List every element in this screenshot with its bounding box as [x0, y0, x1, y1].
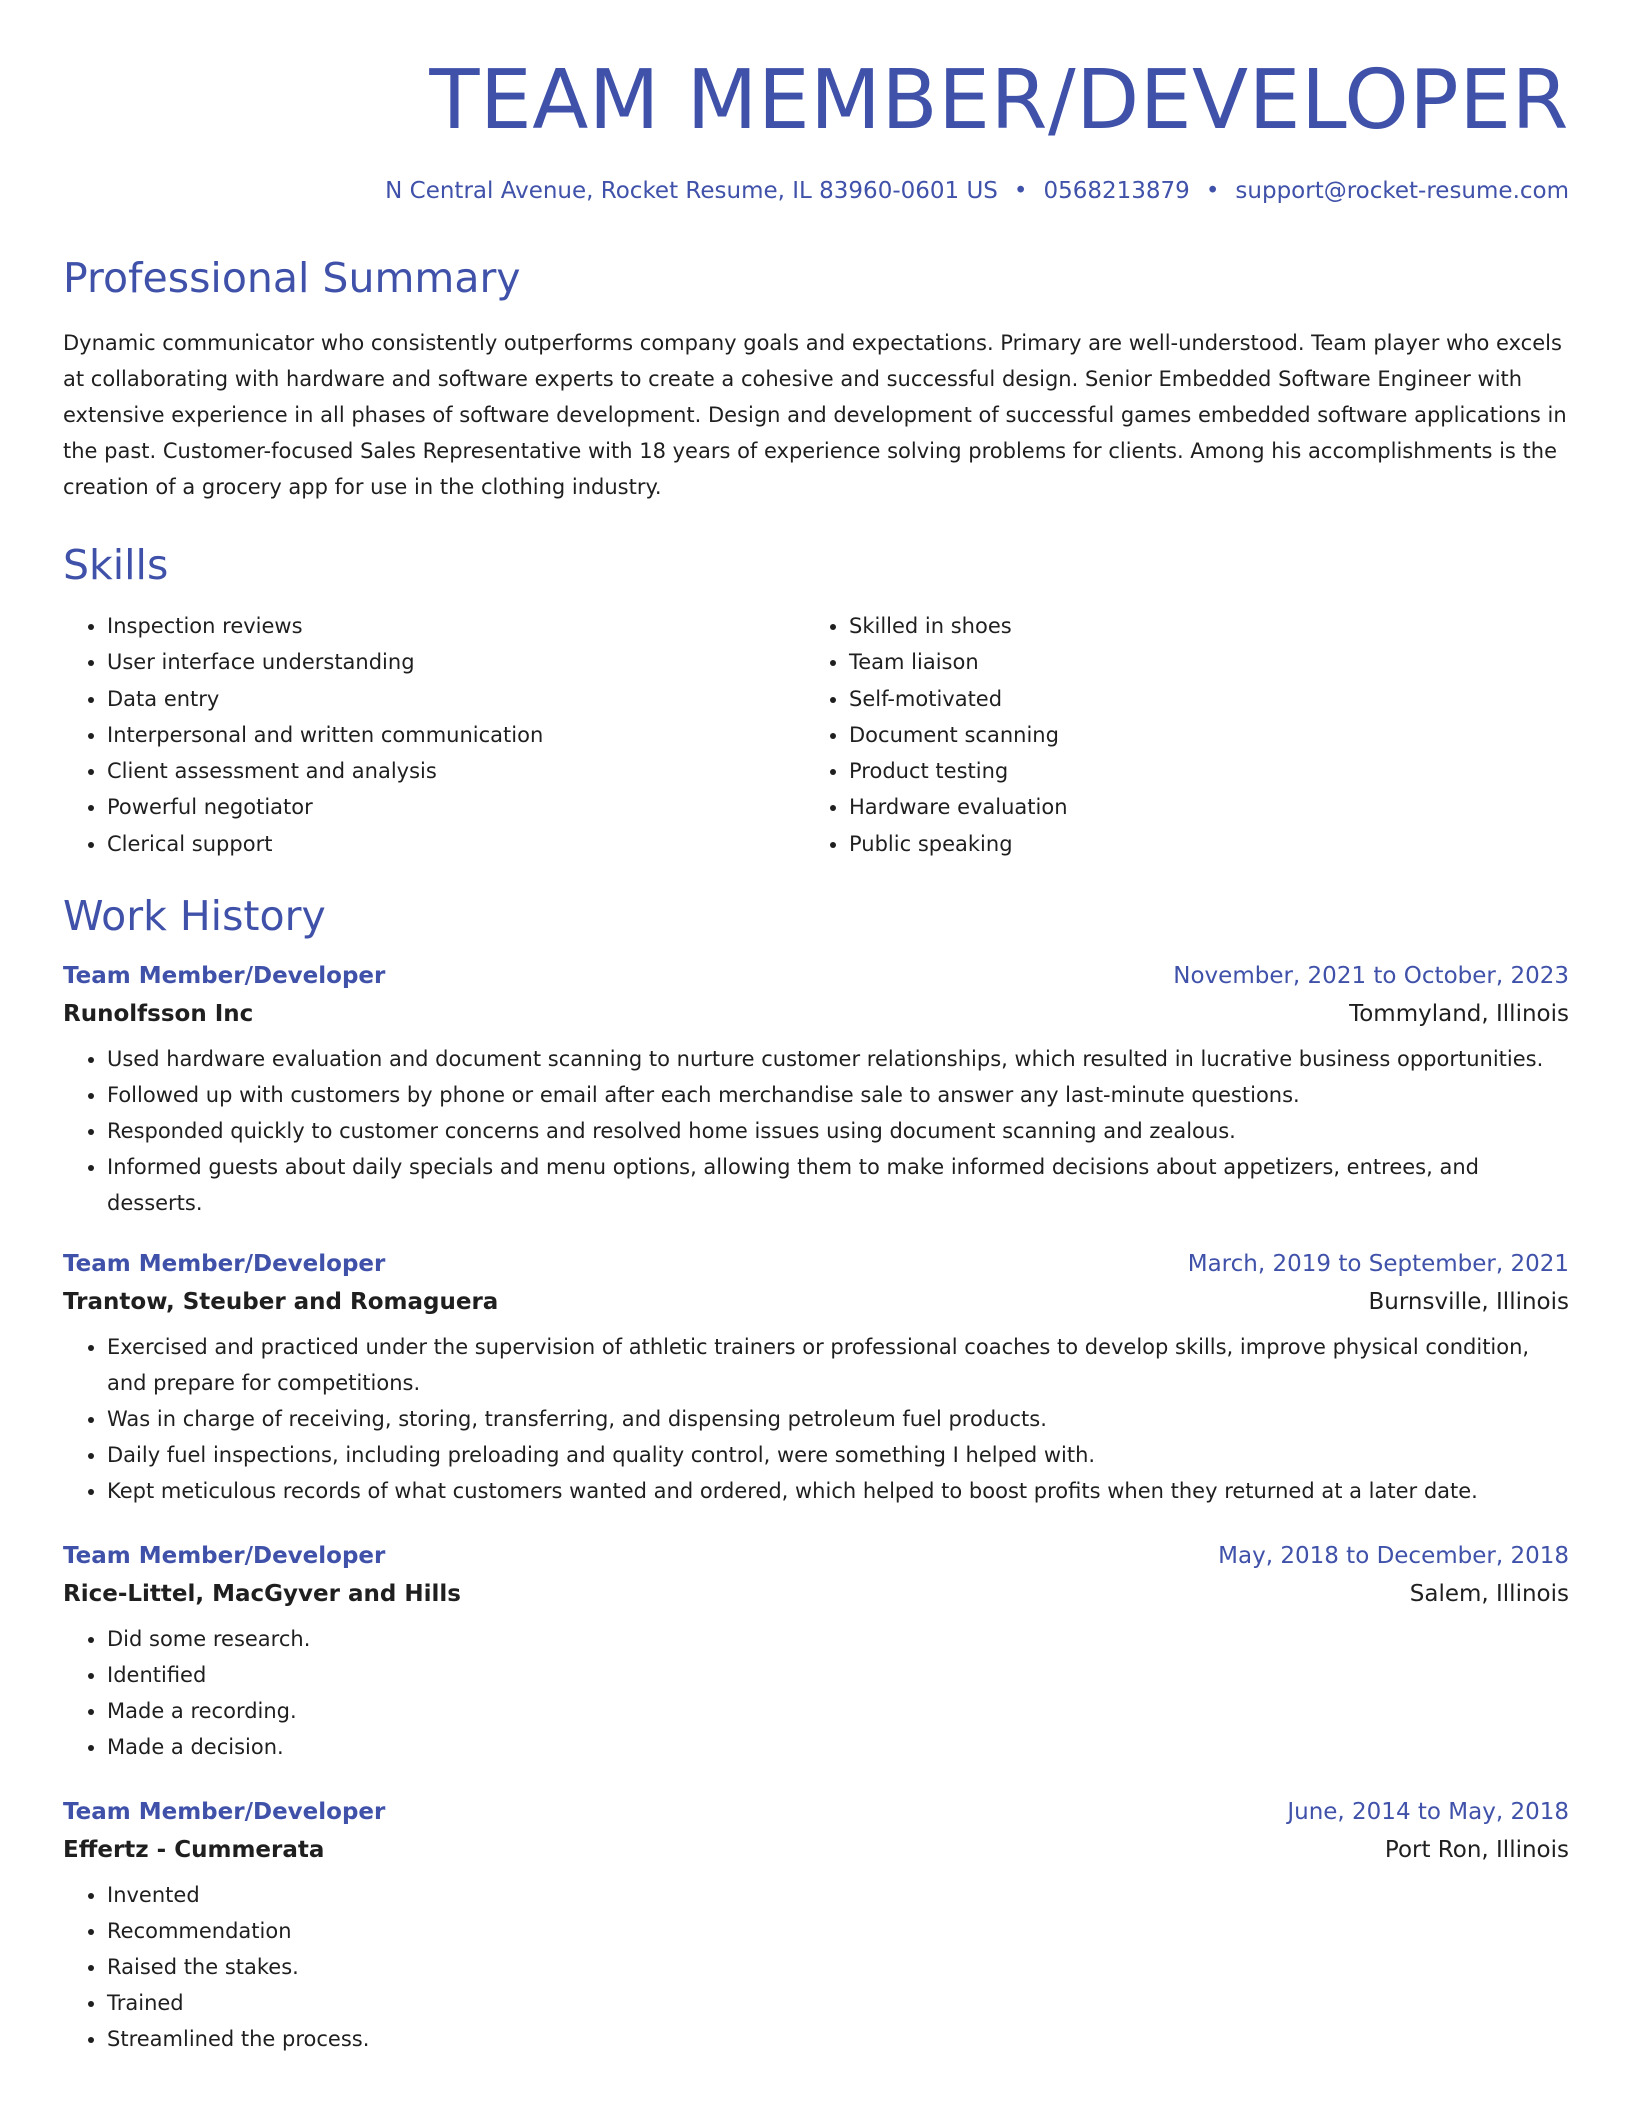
job-bullet: • Was in charge of receiving, storing, transferring, and dispensing petroleum fuel products. [107, 1401, 1569, 1437]
job-entry [63, 1799, 1569, 2057]
resume-name: TEAM MEMBER/DEVELOPER [429, 53, 1569, 148]
skills-list [63, 608, 1569, 862]
job-location: Burnsville, Illinois [1368, 1289, 1569, 1316]
job-bullet: • Made a recording. [107, 1693, 1569, 1729]
job-bullets [63, 1621, 1569, 1765]
job-entry [63, 963, 1569, 1221]
skill-item: • Data entry [107, 681, 805, 717]
skill-item: • Document scanning [849, 717, 1068, 753]
job-company: Runolfsson Inc [63, 1001, 254, 1028]
work-history-heading: Work History [63, 892, 326, 941]
job-entry [63, 1543, 1569, 1765]
job-header [63, 1251, 1569, 1277]
summary-heading: Professional Summary [63, 254, 521, 302]
skill-item: • Interpersonal and written communication [107, 717, 805, 753]
job-role: Team Member/Developer [63, 1543, 386, 1570]
job-location: Salem, Illinois [1409, 1581, 1569, 1608]
job-bullet: • Identified [107, 1657, 1569, 1693]
skill-item: • Client assessment and analysis [107, 753, 805, 789]
skill-item: • User interface understanding [107, 644, 805, 680]
skills-column-right [805, 608, 1068, 862]
job-bullet: • Raised the stakes. [107, 1949, 1569, 1985]
contact-phone: 0568213879 [1043, 178, 1190, 204]
skill-item: • Skilled in shoes [849, 608, 1068, 644]
job-bullet: • Invented [107, 1877, 1569, 1913]
skill-item: • Clerical support [107, 826, 805, 862]
skills-heading: Skills [63, 541, 169, 589]
job-header [63, 1543, 1569, 1569]
job-bullet: • Did some research. [107, 1621, 1569, 1657]
job-company: Rice-Littel, MacGyver and Hills [63, 1581, 461, 1608]
job-dates: June, 2014 to May, 2018 [1287, 1799, 1569, 1826]
skill-item: • Team liaison [849, 644, 1068, 680]
skill-item: • Hardware evaluation [849, 789, 1068, 825]
job-bullet: • Streamlined the process. [107, 2021, 1569, 2057]
skill-item: • Inspection reviews [107, 608, 805, 644]
job-role: Team Member/Developer [63, 963, 386, 990]
job-subheader [63, 1289, 1569, 1315]
job-bullets [63, 1877, 1569, 2057]
contact-email[interactable]: support@rocket-resume.com [1235, 178, 1569, 204]
job-subheader [63, 1581, 1569, 1607]
contact-separator: • [1205, 178, 1220, 204]
job-bullet: • Made a decision. [107, 1729, 1569, 1765]
job-header [63, 963, 1569, 989]
skill-item: • Powerful negotiator [107, 789, 805, 825]
job-company: Trantow, Steuber and Romaguera [63, 1289, 499, 1316]
contact-separator: • [1013, 178, 1028, 204]
job-bullet: • Daily fuel inspections, including preloading and quality control, were something I helped with. [107, 1437, 1569, 1473]
job-bullets [63, 1329, 1569, 1509]
job-bullet: • Recommendation [107, 1913, 1569, 1949]
job-bullet: • Informed guests about daily specials and menu options, allowing them to make informed decisions about appetizers, entrees, and desserts. [107, 1149, 1569, 1221]
job-company: Effertz - Cummerata [63, 1837, 325, 1864]
job-bullet: • Exercised and practiced under the supervision of athletic trainers or professional coaches to develop skills, improve physical condition, and prepare for competitions. [107, 1329, 1569, 1401]
skill-item: • Product testing [849, 753, 1068, 789]
job-dates: May, 2018 to December, 2018 [1218, 1543, 1569, 1570]
summary-text: Dynamic communicator who consistently outperforms company goals and expectations. Primary are well-understood. Team player who excels at collaborating with hardware and software experts to create a cohesive and successful design. Senior Embedded Software Engineer with extensive experience in all phases of software development. Design and development of successful games embedded software applications in the past. Customer-focused Sales Representative with 18 years of experience solving problems for clients. Among his accomplishments is the creation of a grocery app for use in the clothing industry. [63, 331, 1567, 499]
skill-item: • Public speaking [849, 826, 1068, 862]
job-bullet: • Used hardware evaluation and document scanning to nurture customer relationships, which resulted in lucrative business opportunities. [107, 1041, 1569, 1077]
job-entry [63, 1251, 1569, 1509]
job-role: Team Member/Developer [63, 1799, 386, 1826]
job-location: Tommyland, Illinois [1349, 1001, 1569, 1028]
job-bullet: • Responded quickly to customer concerns and resolved home issues using document scanning and zealous. [107, 1113, 1569, 1149]
job-bullets [63, 1041, 1569, 1221]
job-bullet: • Kept meticulous records of what customers wanted and ordered, which helped to boost profits when they returned at a later date. [107, 1473, 1569, 1509]
skill-item: • Self-motivated [849, 681, 1068, 717]
job-header [63, 1799, 1569, 1825]
job-dates: November, 2021 to October, 2023 [1173, 963, 1569, 990]
skills-column-left [63, 608, 805, 862]
contact-line [63, 178, 1569, 204]
job-bullet: • Followed up with customers by phone or email after each merchandise sale to answer any last-minute questions. [107, 1077, 1569, 1113]
job-location: Port Ron, Illinois [1384, 1837, 1569, 1864]
contact-address: N Central Avenue, Rocket Resume, IL 83960-0601 US [385, 178, 998, 204]
job-dates: March, 2019 to September, 2021 [1187, 1251, 1569, 1278]
job-bullet: • Trained [107, 1985, 1569, 2021]
job-subheader [63, 1001, 1569, 1027]
job-role: Team Member/Developer [63, 1251, 386, 1278]
job-subheader [63, 1837, 1569, 1863]
